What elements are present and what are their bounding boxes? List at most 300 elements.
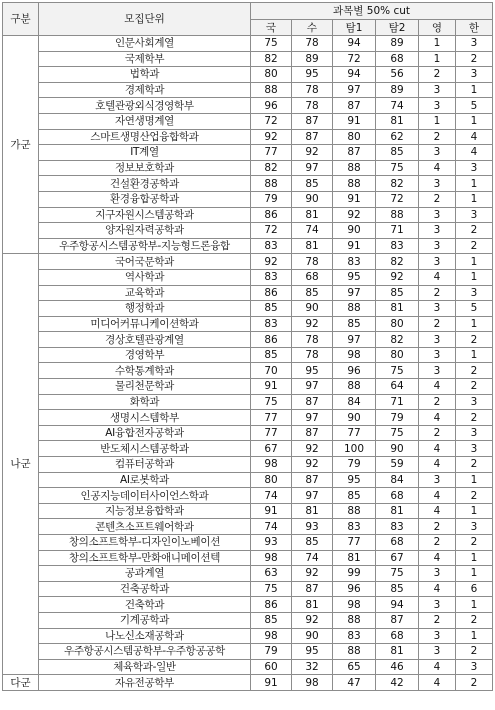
cut-inquiry1-cell: 80 bbox=[333, 129, 376, 145]
cut-korean-cell: 98 bbox=[251, 628, 292, 644]
unit-name-cell: AI융합전자공학과 bbox=[39, 425, 251, 441]
cut-english-cell: 1 bbox=[419, 36, 456, 52]
cut-math-cell: 81 bbox=[292, 503, 333, 519]
cut-korean-cell: 83 bbox=[251, 238, 292, 254]
table-row bbox=[3, 425, 493, 441]
table-header bbox=[3, 3, 493, 36]
cut-korean-cell: 91 bbox=[251, 379, 292, 395]
cut-inquiry1-cell: 77 bbox=[333, 425, 376, 441]
unit-name-cell: 화학과 bbox=[39, 394, 251, 410]
table-row bbox=[3, 535, 493, 551]
cut-history-cell: 2 bbox=[456, 332, 493, 348]
cut-inquiry1-cell: 91 bbox=[333, 238, 376, 254]
unit-name-cell: 창의소프트학부-만화애니메이션텍 bbox=[39, 550, 251, 566]
cut-english-cell: 3 bbox=[419, 332, 456, 348]
table-row bbox=[3, 332, 493, 348]
cut-math-cell: 92 bbox=[292, 441, 333, 457]
cut-math-cell: 92 bbox=[292, 316, 333, 332]
table-row bbox=[3, 612, 493, 628]
table-row bbox=[3, 519, 493, 535]
cut-inquiry1-cell: 97 bbox=[333, 82, 376, 98]
cut-korean-cell: 88 bbox=[251, 82, 292, 98]
cut-inquiry2-cell: 82 bbox=[376, 176, 419, 192]
cut-math-cell: 81 bbox=[292, 207, 333, 223]
table-row bbox=[3, 644, 493, 660]
cut-inquiry2-cell: 62 bbox=[376, 129, 419, 145]
unit-name-cell: 미디어커뮤니케이션학과 bbox=[39, 316, 251, 332]
cut-math-cell: 93 bbox=[292, 519, 333, 535]
cut-korean-cell: 75 bbox=[251, 394, 292, 410]
cut-inquiry2-cell: 75 bbox=[376, 363, 419, 379]
cut-korean-cell: 92 bbox=[251, 254, 292, 270]
cut-inquiry2-cell: 75 bbox=[376, 160, 419, 176]
unit-name-cell: 우주항공시스템공학부-지능형드론융합 bbox=[39, 238, 251, 254]
cut-history-cell: 2 bbox=[456, 488, 493, 504]
cut-english-cell: 4 bbox=[419, 675, 456, 691]
table-row bbox=[3, 254, 493, 270]
cut-history-cell: 1 bbox=[456, 82, 493, 98]
cut-history-cell: 1 bbox=[456, 503, 493, 519]
cut-korean-cell: 77 bbox=[251, 145, 292, 161]
cut-history-cell: 1 bbox=[456, 316, 493, 332]
cut-inquiry2-cell: 68 bbox=[376, 535, 419, 551]
cut-math-cell: 74 bbox=[292, 550, 333, 566]
cut-inquiry2-cell: 68 bbox=[376, 51, 419, 67]
cut-inquiry2-cell: 80 bbox=[376, 347, 419, 363]
cut-inquiry1-cell: 95 bbox=[333, 269, 376, 285]
cut-english-cell: 3 bbox=[419, 597, 456, 613]
cut-math-cell: 92 bbox=[292, 457, 333, 473]
cut-history-cell: 1 bbox=[456, 566, 493, 582]
cut-english-cell: 3 bbox=[419, 145, 456, 161]
cut-korean-cell: 93 bbox=[251, 535, 292, 551]
cut-inquiry2-cell: 89 bbox=[376, 36, 419, 52]
unit-name-cell: 물리천문학과 bbox=[39, 379, 251, 395]
cut-inquiry1-cell: 88 bbox=[333, 379, 376, 395]
cut-english-cell: 3 bbox=[419, 363, 456, 379]
cut-inquiry2-cell: 92 bbox=[376, 269, 419, 285]
cut-inquiry2-cell: 71 bbox=[376, 394, 419, 410]
table-row bbox=[3, 441, 493, 457]
cut-korean-cell: 82 bbox=[251, 160, 292, 176]
cut-math-cell: 78 bbox=[292, 332, 333, 348]
cut-english-cell: 4 bbox=[419, 269, 456, 285]
cut-math-cell: 78 bbox=[292, 36, 333, 52]
cut-korean-cell: 91 bbox=[251, 503, 292, 519]
cut-history-cell: 2 bbox=[456, 644, 493, 660]
table-row bbox=[3, 51, 493, 67]
table-row bbox=[3, 82, 493, 98]
cut-history-cell: 1 bbox=[456, 269, 493, 285]
cut-history-cell: 5 bbox=[456, 98, 493, 114]
table-row bbox=[3, 160, 493, 176]
cut-korean-cell: 86 bbox=[251, 332, 292, 348]
table-row bbox=[3, 207, 493, 223]
cut-inquiry1-cell: 90 bbox=[333, 223, 376, 239]
cut-math-cell: 89 bbox=[292, 51, 333, 67]
cut-math-cell: 92 bbox=[292, 145, 333, 161]
cut-math-cell: 87 bbox=[292, 113, 333, 129]
unit-name-cell: 행정학과 bbox=[39, 301, 251, 317]
cut-inquiry2-cell: 82 bbox=[376, 254, 419, 270]
table-row bbox=[3, 394, 493, 410]
cut-inquiry2-cell: 88 bbox=[376, 207, 419, 223]
admission-cut-table bbox=[2, 2, 493, 691]
cut-math-cell: 78 bbox=[292, 254, 333, 270]
table-row bbox=[3, 488, 493, 504]
table-row bbox=[3, 628, 493, 644]
cut-inquiry1-cell: 91 bbox=[333, 191, 376, 207]
cut-inquiry1-cell: 88 bbox=[333, 503, 376, 519]
cut-english-cell: 3 bbox=[419, 347, 456, 363]
cut-english-cell: 2 bbox=[419, 191, 456, 207]
cut-history-cell: 1 bbox=[456, 347, 493, 363]
cut-history-cell: 3 bbox=[456, 519, 493, 535]
cut-history-cell: 4 bbox=[456, 129, 493, 145]
table-row bbox=[3, 269, 493, 285]
cut-english-cell: 4 bbox=[419, 410, 456, 426]
cut-korean-cell: 72 bbox=[251, 113, 292, 129]
table-row bbox=[3, 98, 493, 114]
cut-math-cell: 81 bbox=[292, 238, 333, 254]
cut-math-cell: 98 bbox=[292, 675, 333, 691]
cut-math-cell: 68 bbox=[292, 269, 333, 285]
cut-inquiry2-cell: 74 bbox=[376, 98, 419, 114]
cut-inquiry2-cell: 72 bbox=[376, 191, 419, 207]
unit-name-cell: 환경융합공학과 bbox=[39, 191, 251, 207]
table-row bbox=[3, 223, 493, 239]
cut-math-cell: 92 bbox=[292, 612, 333, 628]
cut-history-cell: 2 bbox=[456, 675, 493, 691]
cut-history-cell: 1 bbox=[456, 254, 493, 270]
unit-name-cell: IT계열 bbox=[39, 145, 251, 161]
table-row bbox=[3, 363, 493, 379]
table-row bbox=[3, 597, 493, 613]
cut-math-cell: 90 bbox=[292, 628, 333, 644]
cut-inquiry1-cell: 88 bbox=[333, 612, 376, 628]
cut-history-cell: 3 bbox=[456, 207, 493, 223]
cut-inquiry2-cell: 81 bbox=[376, 503, 419, 519]
cut-korean-cell: 82 bbox=[251, 51, 292, 67]
cut-table-container bbox=[2, 2, 492, 691]
cut-inquiry1-cell: 92 bbox=[333, 207, 376, 223]
cut-inquiry1-cell: 97 bbox=[333, 285, 376, 301]
cut-english-cell: 1 bbox=[419, 113, 456, 129]
cut-korean-cell: 80 bbox=[251, 472, 292, 488]
cut-history-cell: 6 bbox=[456, 581, 493, 597]
cut-inquiry2-cell: 87 bbox=[376, 612, 419, 628]
cut-history-cell: 3 bbox=[456, 425, 493, 441]
cut-inquiry2-cell: 71 bbox=[376, 223, 419, 239]
cut-inquiry1-cell: 98 bbox=[333, 597, 376, 613]
unit-name-cell: 수학통계학과 bbox=[39, 363, 251, 379]
cut-inquiry2-cell: 85 bbox=[376, 145, 419, 161]
unit-name-cell: 호텔관광외식경영학부 bbox=[39, 98, 251, 114]
cut-inquiry1-cell: 83 bbox=[333, 254, 376, 270]
table-row bbox=[3, 67, 493, 83]
cut-history-cell: 1 bbox=[456, 113, 493, 129]
cut-english-cell: 3 bbox=[419, 176, 456, 192]
cut-korean-cell: 70 bbox=[251, 363, 292, 379]
cut-inquiry1-cell: 88 bbox=[333, 301, 376, 317]
unit-name-cell: 정보보호학과 bbox=[39, 160, 251, 176]
table-row bbox=[3, 347, 493, 363]
table-body bbox=[3, 36, 493, 691]
cut-english-cell: 4 bbox=[419, 457, 456, 473]
cut-inquiry1-cell: 90 bbox=[333, 410, 376, 426]
cut-korean-cell: 72 bbox=[251, 223, 292, 239]
cut-inquiry1-cell: 85 bbox=[333, 488, 376, 504]
cut-history-cell: 2 bbox=[456, 363, 493, 379]
table-row bbox=[3, 129, 493, 145]
subject-header-inquiry2: 탐2 bbox=[376, 20, 419, 36]
table-row bbox=[3, 285, 493, 301]
cut-inquiry2-cell: 68 bbox=[376, 488, 419, 504]
cut-inquiry2-cell: 68 bbox=[376, 628, 419, 644]
unit-name-cell: 교육학과 bbox=[39, 285, 251, 301]
subject-header-history: 한 bbox=[456, 20, 493, 36]
cut-inquiry2-cell: 79 bbox=[376, 410, 419, 426]
cut-english-cell: 3 bbox=[419, 82, 456, 98]
cut-math-cell: 85 bbox=[292, 535, 333, 551]
cut-english-cell: 4 bbox=[419, 659, 456, 675]
table-row bbox=[3, 675, 493, 691]
cut-inquiry2-cell: 90 bbox=[376, 441, 419, 457]
cut-korean-cell: 77 bbox=[251, 425, 292, 441]
unit-name-cell: 지능정보융합학과 bbox=[39, 503, 251, 519]
cut-history-cell: 2 bbox=[456, 238, 493, 254]
cut-korean-cell: 63 bbox=[251, 566, 292, 582]
cut-inquiry2-cell: 83 bbox=[376, 519, 419, 535]
table-row bbox=[3, 472, 493, 488]
cut-history-cell: 5 bbox=[456, 301, 493, 317]
unit-name-cell: 경제학과 bbox=[39, 82, 251, 98]
cut-history-cell: 2 bbox=[456, 410, 493, 426]
cut-english-cell: 3 bbox=[419, 223, 456, 239]
cut-inquiry1-cell: 96 bbox=[333, 581, 376, 597]
cut-english-cell: 3 bbox=[419, 98, 456, 114]
cut-english-cell: 2 bbox=[419, 612, 456, 628]
cut-math-cell: 90 bbox=[292, 191, 333, 207]
cut-history-cell: 1 bbox=[456, 191, 493, 207]
unit-name-cell: 건축공학과 bbox=[39, 581, 251, 597]
cut-korean-cell: 60 bbox=[251, 659, 292, 675]
cut-inquiry1-cell: 77 bbox=[333, 535, 376, 551]
unit-name-cell: 컴퓨터공학과 bbox=[39, 457, 251, 473]
cut-korean-cell: 83 bbox=[251, 269, 292, 285]
cut-english-cell: 3 bbox=[419, 644, 456, 660]
cut-korean-cell: 88 bbox=[251, 176, 292, 192]
cut-history-cell: 3 bbox=[456, 394, 493, 410]
cut-inquiry1-cell: 96 bbox=[333, 363, 376, 379]
cut-math-cell: 85 bbox=[292, 285, 333, 301]
cut-english-cell: 2 bbox=[419, 67, 456, 83]
cut-history-cell: 3 bbox=[456, 659, 493, 675]
cut-math-cell: 87 bbox=[292, 425, 333, 441]
cut-english-cell: 3 bbox=[419, 628, 456, 644]
cut-english-cell: 4 bbox=[419, 379, 456, 395]
cut-inquiry1-cell: 83 bbox=[333, 628, 376, 644]
subject-header-inquiry1: 탐1 bbox=[333, 20, 376, 36]
cut-math-cell: 85 bbox=[292, 176, 333, 192]
cut-inquiry1-cell: 87 bbox=[333, 145, 376, 161]
cut-korean-cell: 74 bbox=[251, 519, 292, 535]
cut-history-cell: 1 bbox=[456, 472, 493, 488]
cut-history-cell: 3 bbox=[456, 36, 493, 52]
unit-name-cell: 자유전공학부 bbox=[39, 675, 251, 691]
cut-inquiry1-cell: 88 bbox=[333, 644, 376, 660]
group-label: 다군 bbox=[3, 675, 39, 691]
unit-name-cell: 양자원자력공학과 bbox=[39, 223, 251, 239]
table-row bbox=[3, 238, 493, 254]
cut-english-cell: 3 bbox=[419, 207, 456, 223]
cut-inquiry2-cell: 85 bbox=[376, 285, 419, 301]
unit-name-cell: 국제학부 bbox=[39, 51, 251, 67]
cut-math-cell: 32 bbox=[292, 659, 333, 675]
unit-name-cell: 역사학과 bbox=[39, 269, 251, 285]
unit-name-cell: 경영학부 bbox=[39, 347, 251, 363]
cut-inquiry1-cell: 95 bbox=[333, 472, 376, 488]
cut-english-cell: 2 bbox=[419, 519, 456, 535]
table-row bbox=[3, 191, 493, 207]
cut-inquiry2-cell: 80 bbox=[376, 316, 419, 332]
cut-inquiry1-cell: 81 bbox=[333, 550, 376, 566]
cut-inquiry1-cell: 88 bbox=[333, 160, 376, 176]
cut-inquiry2-cell: 82 bbox=[376, 332, 419, 348]
cut-korean-cell: 83 bbox=[251, 316, 292, 332]
cut-history-cell: 2 bbox=[456, 379, 493, 395]
cut-history-cell: 2 bbox=[456, 612, 493, 628]
cut-korean-cell: 75 bbox=[251, 581, 292, 597]
cut-math-cell: 78 bbox=[292, 347, 333, 363]
cut-korean-cell: 91 bbox=[251, 675, 292, 691]
cut-inquiry1-cell: 47 bbox=[333, 675, 376, 691]
cut-english-cell: 2 bbox=[419, 129, 456, 145]
cut-inquiry1-cell: 98 bbox=[333, 347, 376, 363]
unit-name-cell: 자연생명계열 bbox=[39, 113, 251, 129]
unit-name-cell: 생명시스템학부 bbox=[39, 410, 251, 426]
cut-korean-cell: 98 bbox=[251, 550, 292, 566]
table-row bbox=[3, 145, 493, 161]
cut-korean-cell: 80 bbox=[251, 67, 292, 83]
cut-math-cell: 95 bbox=[292, 363, 333, 379]
cut-english-cell: 3 bbox=[419, 238, 456, 254]
cut-english-cell: 2 bbox=[419, 425, 456, 441]
unit-name-cell: 콘텐츠소프트웨어학과 bbox=[39, 519, 251, 535]
cut-history-cell: 3 bbox=[456, 285, 493, 301]
cut-english-cell: 2 bbox=[419, 285, 456, 301]
cut-korean-cell: 86 bbox=[251, 597, 292, 613]
cut-inquiry1-cell: 65 bbox=[333, 659, 376, 675]
cut-korean-cell: 77 bbox=[251, 410, 292, 426]
cut-history-cell: 2 bbox=[456, 457, 493, 473]
cut-inquiry1-cell: 83 bbox=[333, 519, 376, 535]
cut-korean-cell: 85 bbox=[251, 347, 292, 363]
cut-history-cell: 3 bbox=[456, 67, 493, 83]
cut-inquiry2-cell: 59 bbox=[376, 457, 419, 473]
unit-name-cell: 건설환경공학과 bbox=[39, 176, 251, 192]
header-row-top bbox=[3, 3, 493, 20]
unit-name-cell: 법학과 bbox=[39, 67, 251, 83]
table-row bbox=[3, 301, 493, 317]
group-header: 구분 bbox=[3, 3, 39, 36]
cut-inquiry2-cell: 84 bbox=[376, 472, 419, 488]
unit-name-cell: 우주항공시스템공학부-우주항공공학 bbox=[39, 644, 251, 660]
cut-korean-cell: 86 bbox=[251, 207, 292, 223]
cut-inquiry2-cell: 81 bbox=[376, 301, 419, 317]
cut-inquiry2-cell: 56 bbox=[376, 67, 419, 83]
cut-inquiry1-cell: 91 bbox=[333, 113, 376, 129]
table-row bbox=[3, 503, 493, 519]
table-row bbox=[3, 36, 493, 52]
table-row bbox=[3, 566, 493, 582]
table-row bbox=[3, 457, 493, 473]
cut-korean-cell: 75 bbox=[251, 36, 292, 52]
subject-header-math: 수 bbox=[292, 20, 333, 36]
cut-history-cell: 3 bbox=[456, 441, 493, 457]
cut-english-cell: 3 bbox=[419, 301, 456, 317]
cut-inquiry1-cell: 97 bbox=[333, 332, 376, 348]
cut-inquiry1-cell: 100 bbox=[333, 441, 376, 457]
cut-korean-cell: 79 bbox=[251, 644, 292, 660]
cut-inquiry2-cell: 46 bbox=[376, 659, 419, 675]
unit-name-cell: 지구자원시스템공학과 bbox=[39, 207, 251, 223]
unit-header: 모집단위 bbox=[39, 3, 251, 36]
cut-math-cell: 87 bbox=[292, 472, 333, 488]
cut-history-cell: 1 bbox=[456, 597, 493, 613]
cut-inquiry1-cell: 72 bbox=[333, 51, 376, 67]
cut-history-cell: 2 bbox=[456, 223, 493, 239]
unit-name-cell: AI로봇학과 bbox=[39, 472, 251, 488]
cut-history-cell: 1 bbox=[456, 176, 493, 192]
cut-korean-cell: 85 bbox=[251, 612, 292, 628]
unit-name-cell: 공과계열 bbox=[39, 566, 251, 582]
cut-history-cell: 3 bbox=[456, 160, 493, 176]
table-row bbox=[3, 113, 493, 129]
cut-inquiry1-cell: 94 bbox=[333, 67, 376, 83]
cut-history-cell: 1 bbox=[456, 628, 493, 644]
cut-inquiry2-cell: 64 bbox=[376, 379, 419, 395]
cut-korean-cell: 74 bbox=[251, 488, 292, 504]
cut-english-cell: 4 bbox=[419, 581, 456, 597]
cut-math-cell: 97 bbox=[292, 488, 333, 504]
cut-inquiry1-cell: 85 bbox=[333, 316, 376, 332]
cut-math-cell: 74 bbox=[292, 223, 333, 239]
unit-name-cell: 국어국문학과 bbox=[39, 254, 251, 270]
cut-inquiry2-cell: 85 bbox=[376, 581, 419, 597]
cut-math-cell: 97 bbox=[292, 410, 333, 426]
cut-korean-cell: 98 bbox=[251, 457, 292, 473]
unit-name-cell: 인문사회계열 bbox=[39, 36, 251, 52]
unit-name-cell: 인공지능데이터사이언스학과 bbox=[39, 488, 251, 504]
table-row bbox=[3, 176, 493, 192]
cut-history-cell: 1 bbox=[456, 550, 493, 566]
cut-english-cell: 3 bbox=[419, 254, 456, 270]
cut-history-cell: 4 bbox=[456, 145, 493, 161]
cut-math-cell: 78 bbox=[292, 98, 333, 114]
table-row bbox=[3, 410, 493, 426]
unit-name-cell: 스마트생명산업융합학과 bbox=[39, 129, 251, 145]
cut-inquiry2-cell: 81 bbox=[376, 113, 419, 129]
cut-math-cell: 87 bbox=[292, 394, 333, 410]
subject-header-korean: 국 bbox=[251, 20, 292, 36]
cut-english-cell: 4 bbox=[419, 488, 456, 504]
cut-korean-cell: 67 bbox=[251, 441, 292, 457]
unit-name-cell: 창의소프트학부-디자인이노베이션 bbox=[39, 535, 251, 551]
cut-history-cell: 2 bbox=[456, 51, 493, 67]
unit-name-cell: 기계공학과 bbox=[39, 612, 251, 628]
cut-english-cell: 3 bbox=[419, 472, 456, 488]
